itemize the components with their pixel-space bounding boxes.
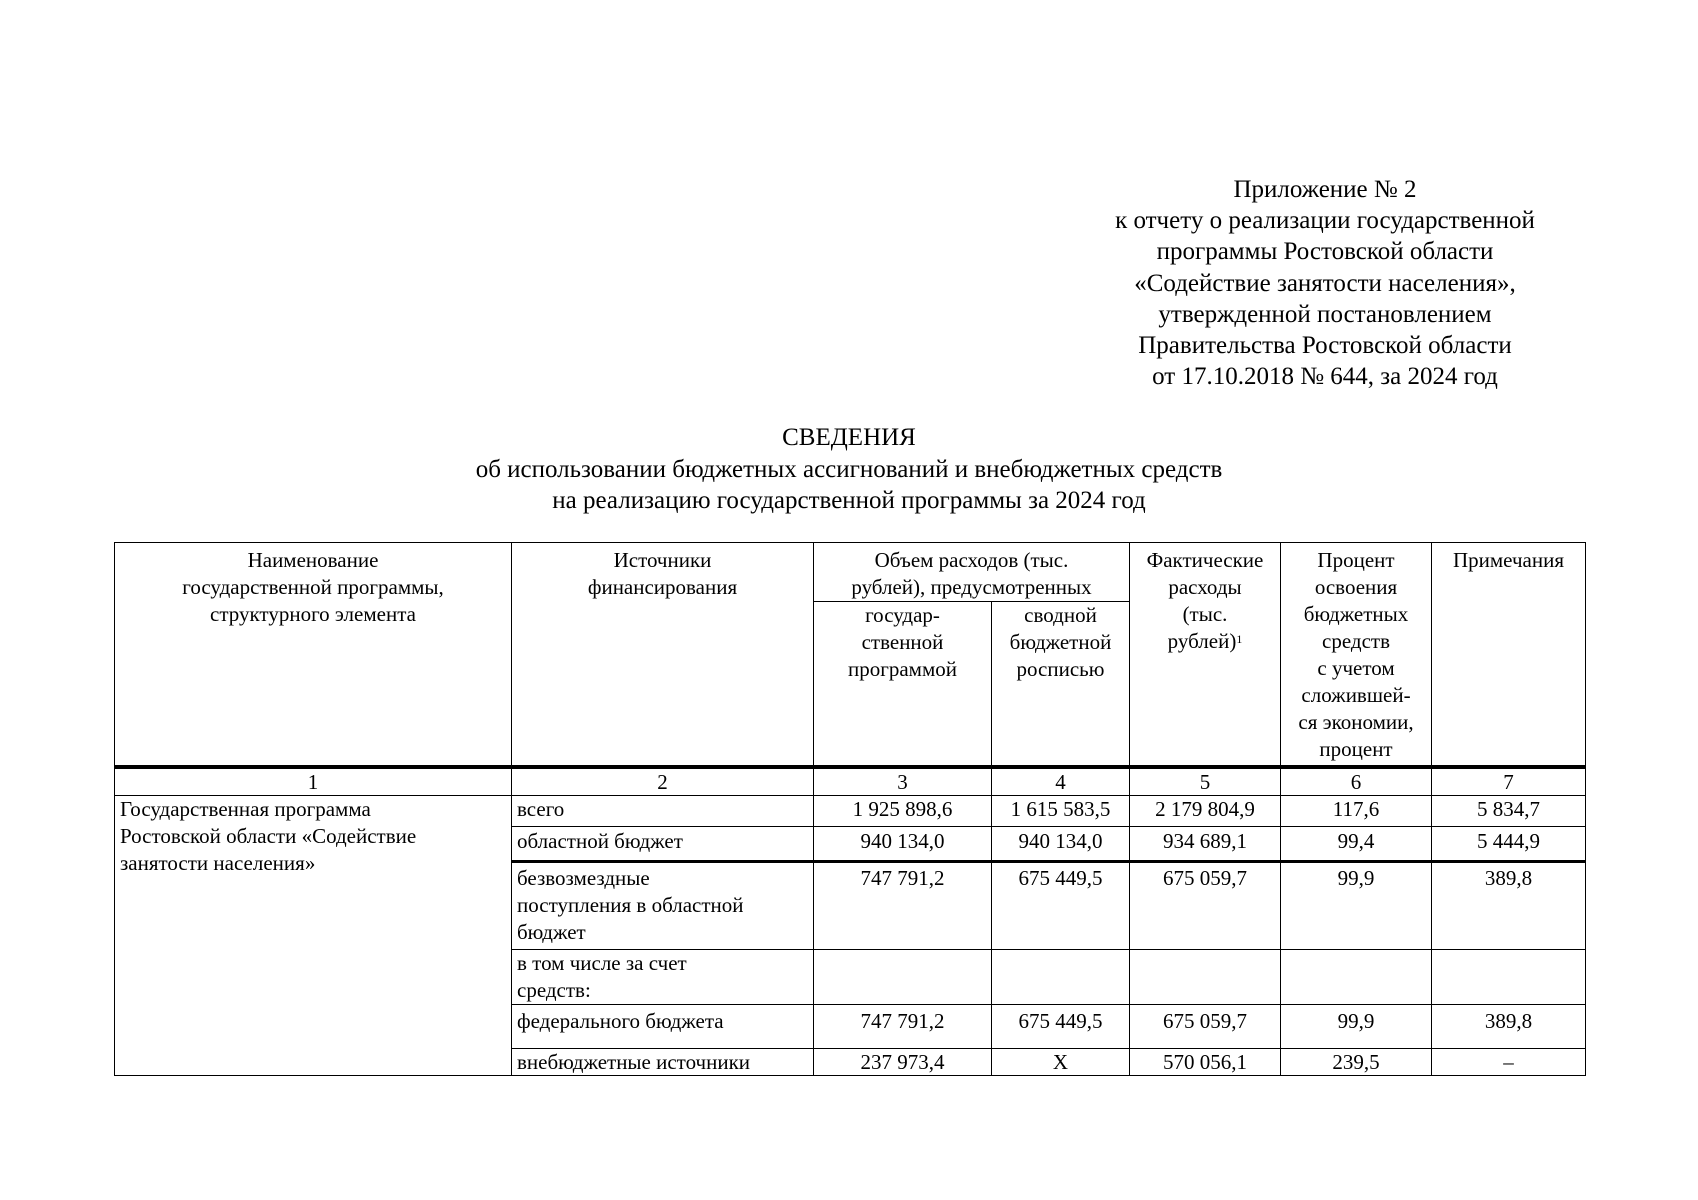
header-source: Источники финансирования xyxy=(512,543,814,768)
program-name: Государственная программа Ростовской области «Содействие занятости населения» xyxy=(115,796,512,1076)
column-number: 4 xyxy=(992,767,1130,796)
source-cell: всего xyxy=(512,796,814,827)
gp-cell: 1 925 898,6 xyxy=(814,796,992,827)
gp-cell: 747 791,2 xyxy=(814,1005,992,1049)
column-number: 3 xyxy=(814,767,992,796)
pct-cell: 117,6 xyxy=(1281,796,1432,827)
header-percent: Процент освоения бюджетных средств с учетом сложившей- ся экономии, процент xyxy=(1281,543,1432,768)
source-cell: безвозмездные поступления в областной бюджет xyxy=(512,862,814,950)
fact-cell: 675 059,7 xyxy=(1130,1005,1281,1049)
header-volume: Объем расходов (тыс. рублей), предусмотренных xyxy=(814,543,1130,602)
budget-table xyxy=(114,542,1586,1076)
gp-cell: 237 973,4 xyxy=(814,1049,992,1076)
sbr-cell: 940 134,0 xyxy=(992,827,1130,862)
source-cell: в том числе за счет средств: xyxy=(512,950,814,1005)
header-name: Наименование государственной программы, структурного элемента xyxy=(115,543,512,768)
appendix-line: программы Ростовской области xyxy=(1156,238,1494,266)
pct-cell: 99,9 xyxy=(1281,1005,1432,1049)
column-number: 5 xyxy=(1130,767,1281,796)
sbr-cell: 675 449,5 xyxy=(992,1005,1130,1049)
gp-cell: 747 791,2 xyxy=(814,862,992,950)
note-cell: 5 444,9 xyxy=(1432,827,1586,862)
source-cell: областной бюджет xyxy=(512,827,814,862)
column-number: 1 xyxy=(115,767,512,796)
source-cell: внебюджетные источники xyxy=(512,1049,814,1076)
sbr-cell: Х xyxy=(992,1049,1130,1076)
fact-cell: 675 059,7 xyxy=(1130,862,1281,950)
appendix-line: утвержденной постановлением xyxy=(1158,300,1492,328)
column-number: 6 xyxy=(1281,767,1432,796)
document-title xyxy=(0,422,1698,517)
appendix-line: «Содействие занятости населения», xyxy=(1134,269,1516,297)
pct-cell xyxy=(1281,950,1432,1005)
header-notes: Примечания xyxy=(1432,543,1586,768)
fact-cell: 2 179 804,9 xyxy=(1130,796,1281,827)
title-heading: СВЕДЕНИЯ xyxy=(782,424,916,451)
pct-cell: 239,5 xyxy=(1281,1049,1432,1076)
header-sbr: сводной бюджетной росписью xyxy=(992,602,1130,767)
appendix-line: к отчету о реализации государственной xyxy=(1115,207,1535,235)
table-row xyxy=(115,796,1586,827)
column-number: 7 xyxy=(1432,767,1586,796)
header-gp: государ- ственной программой xyxy=(814,602,992,767)
sbr-cell: 1 615 583,5 xyxy=(992,796,1130,827)
source-cell: федерального бюджета xyxy=(512,1005,814,1049)
appendix-line: Приложение № 2 xyxy=(1233,176,1417,203)
gp-cell xyxy=(814,950,992,1005)
note-cell: 389,8 xyxy=(1432,862,1586,950)
pct-cell: 99,9 xyxy=(1281,862,1432,950)
column-numbers-row xyxy=(115,767,1586,796)
note-cell xyxy=(1432,950,1586,1005)
fact-cell xyxy=(1130,950,1281,1005)
sbr-cell xyxy=(992,950,1130,1005)
fact-cell: 934 689,1 xyxy=(1130,827,1281,862)
note-cell: – xyxy=(1432,1049,1586,1076)
pct-cell: 99,4 xyxy=(1281,827,1432,862)
appendix-line: Правительства Ростовской области xyxy=(1138,332,1512,360)
sbr-cell: 675 449,5 xyxy=(992,862,1130,950)
column-number: 2 xyxy=(512,767,814,796)
gp-cell: 940 134,0 xyxy=(814,827,992,862)
appendix-block xyxy=(1045,174,1605,392)
title-subheading: на реализацию государственной программы за 2024 год xyxy=(552,487,1146,514)
header-fact: Фактические расходы (тыс. рублей)$^1$ xyxy=(1130,543,1281,768)
note-cell: 389,8 xyxy=(1432,1005,1586,1049)
note-cell: 5 834,7 xyxy=(1432,796,1586,827)
footnote-marker: 1 xyxy=(1236,632,1243,646)
fact-cell: 570 056,1 xyxy=(1130,1049,1281,1076)
title-subheading: об использовании бюджетных ассигнований и внебюджетных средств xyxy=(475,455,1223,483)
appendix-line: от 17.10.2018 № 644, за 2024 год xyxy=(1152,363,1498,391)
